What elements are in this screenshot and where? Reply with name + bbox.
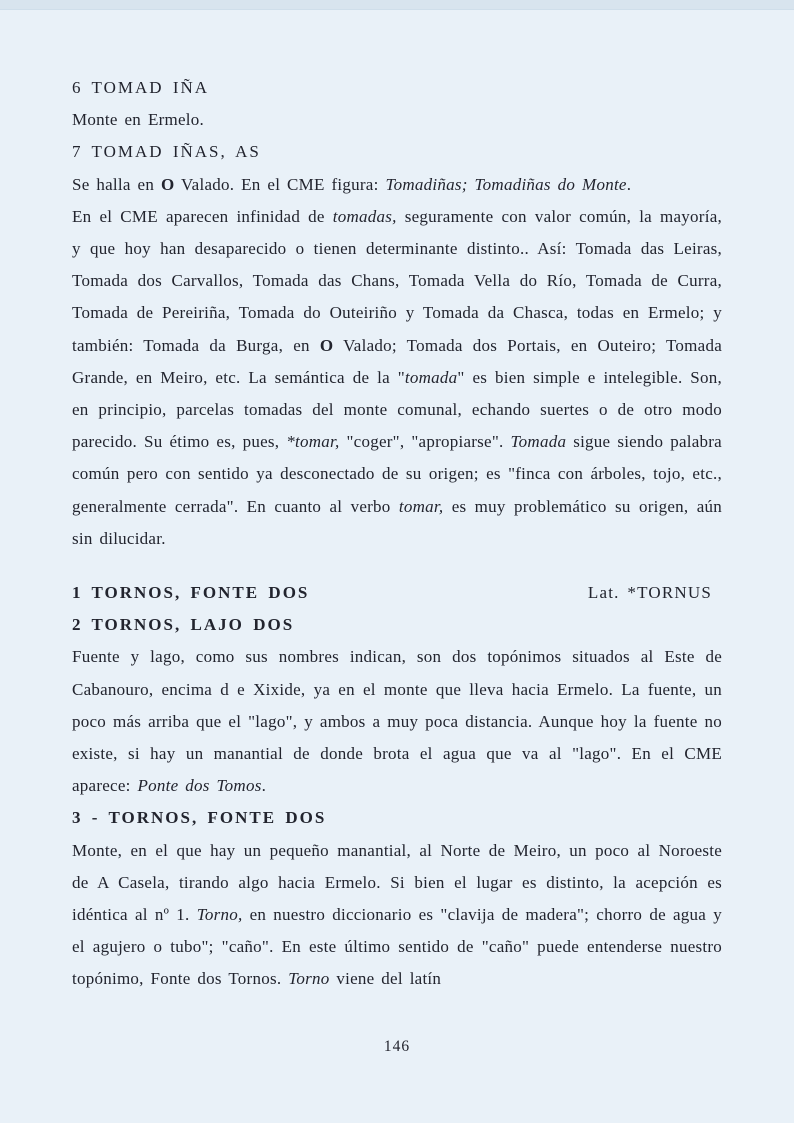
text-run: O (319, 335, 334, 355)
entry-paragraph (72, 201, 722, 555)
entry-heading-tornos-fonte (72, 802, 722, 834)
text-run: "coger", "apropiarse". (339, 432, 511, 452)
text-run: Fuente y lago, como sus nombres indican, son dos topónimos situados al Este de Cabanouro, encima d e Xixide, ya en el monte que lleva hacia Ermelo. La fuente, un poco más arriba que el "lago", y ambos a muy poca distancia. Aunque hoy la fuente no existe, si hay un manantial de donde brota el agua que va al "lago". En el CME aparece: (72, 647, 722, 796)
text-run: Tomadiñas; Tomadiñas do Monte (385, 174, 627, 194)
entry-note (72, 169, 722, 201)
section-gap (72, 555, 722, 577)
entry-paragraph (72, 641, 722, 802)
text-run: " es bien simple e intelegible. Son, en principio, parcelas tomadas del monte comunal, echando suertes o de otro modo parecido. Su étimo es, pues, (72, 367, 722, 452)
entry-heading-tornos-fonte-1 (72, 577, 309, 609)
entry-heading-tornos-lajo (72, 609, 722, 641)
page-top-edge (0, 0, 794, 10)
text-run: Lat. *TORNUS (587, 583, 712, 603)
text-run: 2 TORNOS, LAJO DOS (72, 615, 295, 635)
text-run: 7 TOMAD IÑAS, AS (72, 142, 261, 162)
text-run: 1 TORNOS, FONTE DOS (72, 583, 310, 603)
latin-etymology (588, 577, 712, 609)
text-run: es muy problemático su origen, aún sin dilucidar. (72, 496, 722, 548)
page-number: 146 (383, 1038, 411, 1055)
text-content (72, 72, 722, 996)
text-run: Torno (288, 969, 330, 989)
text-run: Monte, en el que hay un pequeño manantial, al Norte de Meiro, un poco al Noroeste de A Casela, tirando algo hacia Ermelo. Si bien el lugar es distinto, la acepción es idéntica al nº 1. (72, 840, 722, 925)
entry-heading-row (72, 577, 722, 609)
text-run: Se halla en (72, 174, 161, 194)
text-run: viene del latín (329, 969, 442, 989)
text-run: seguramente con valor común, la mayoría, y que hoy han desaparecido o tienen determinante distinto.. Así: Tomada das Leiras, Tomada dos Carvallos, Tomada das Chans, Tomada Vella do Río, Tomada de Curra, Tomada de Pereiriña, Tomada do Outeiriño y Tomada da Chasca, todas en Ermelo; y también: Tomada da Burga, en (72, 206, 722, 355)
text-run: tomada (404, 367, 458, 387)
text-run: Tomada (510, 432, 567, 452)
text-run: 3 - TORNOS, FONTE DOS (72, 808, 327, 828)
text-run: Valado. En el CME figura: (174, 174, 386, 194)
text-run: *tomar, (286, 432, 340, 452)
text-run: Torno, (196, 905, 243, 925)
text-run: 6 TOMAD IÑA (72, 78, 210, 97)
text-run: . (261, 776, 267, 796)
text-run: Valado; Tomada dos Portais, en Outeiro; Tomada Grande, en Meiro, etc. La semántica de la " (72, 335, 722, 387)
text-run: Monte en Ermelo. (72, 110, 204, 130)
text-run: Ponte dos Tomos (137, 776, 262, 796)
entry-note (72, 104, 722, 136)
text-run: O (160, 174, 175, 194)
text-run: . (626, 174, 632, 194)
text-run: tomadas, (332, 206, 397, 226)
text-run: En el CME aparecen infinidad de (72, 206, 333, 226)
entry-heading-tomadina (72, 72, 722, 104)
text-run: en nuestro diccionario es "clavija de madera"; chorro de agua y el agujero o tubo"; "caño". En este último sentido de "caño" puede entenderse nuestro topónimo, Fonte dos Tornos. (72, 905, 722, 989)
entry-heading-tomadinas (72, 136, 722, 168)
entry-paragraph (72, 835, 722, 996)
text-run: tomar, (398, 496, 444, 516)
text-run: sigue siendo palabra común pero con sentido ya desconectado de su origen; es "finca con árboles, tojo, etc., generalmente cerrada". En cuanto al verbo (72, 432, 722, 516)
